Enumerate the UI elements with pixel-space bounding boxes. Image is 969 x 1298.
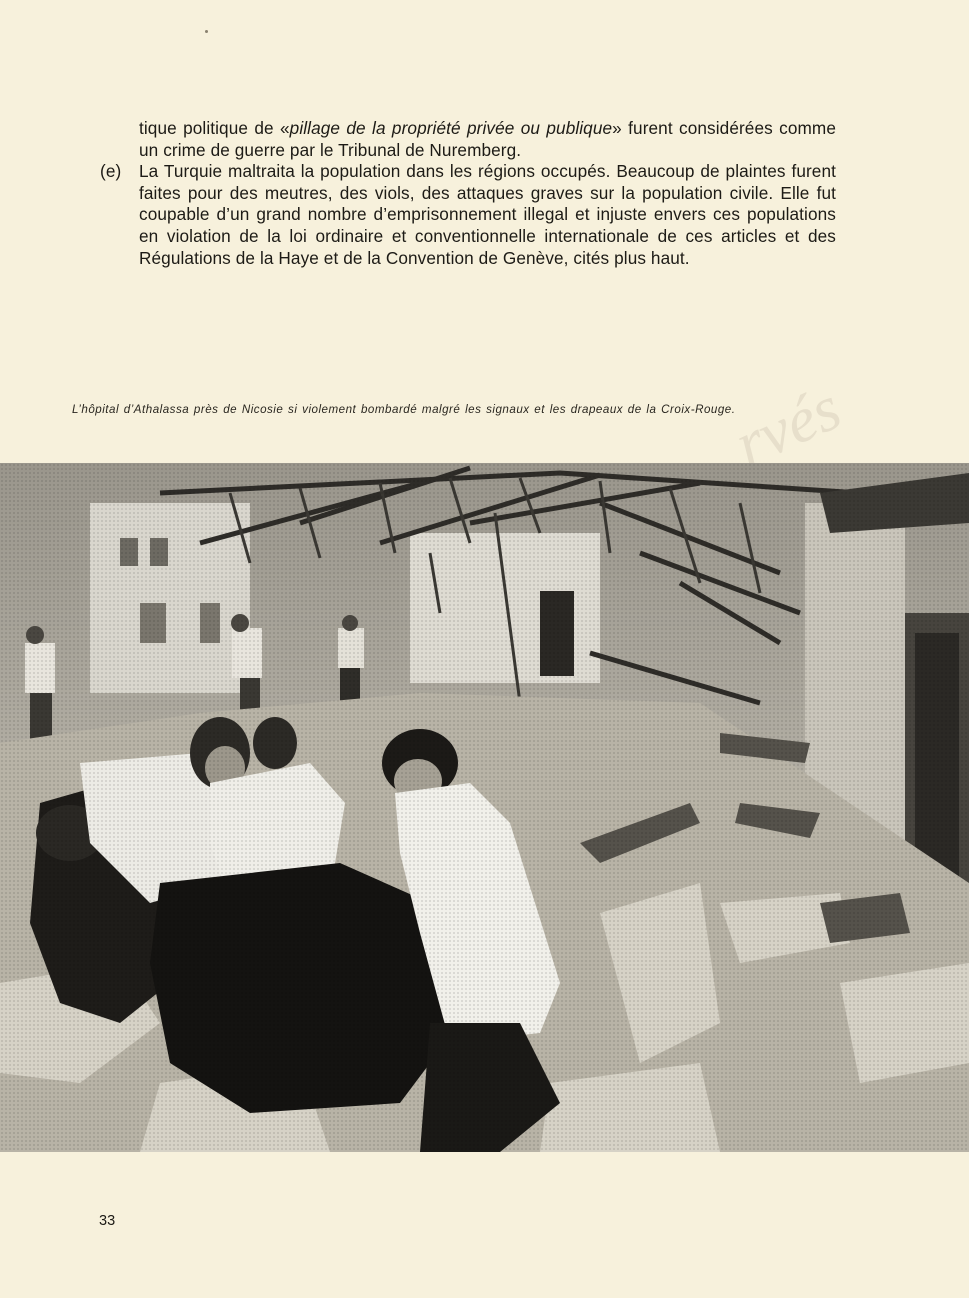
text-run-italic: pillage de la propriété privée ou publique	[289, 118, 613, 138]
photo-rendering	[0, 463, 969, 1152]
text-run: tique politique de «	[139, 118, 290, 138]
text-run: » furent considérées comme un crime de guerre par le Tribunal de Nuremberg.	[139, 118, 836, 160]
paragraph-e	[100, 161, 836, 269]
list-marker: (e)	[100, 161, 122, 182]
page-number: 33	[99, 1213, 116, 1229]
paper-speck	[205, 30, 208, 33]
watermark: rvés	[724, 371, 851, 480]
paragraph-continuation	[100, 118, 836, 161]
photo-bombed-hospital	[0, 463, 969, 1152]
photo-caption: L’hôpital d’Athalassa près de Nicosie si violement bombardé malgré les signaux et les drapeaux de la Croix-Rouge.	[72, 403, 736, 416]
body-text	[100, 118, 836, 269]
text-run: La Turquie maltraita la population dans les régions occupés. Beaucoup de plaintes furent faites pour des meutres, des viols, des attaques graves sur la population civile. Elle fut coupable d’un grand nombre d’emprisonnement illegal et injuste envers ces populations en violation de la loi ordinaire et conventionnelle internationale de ces articles et des Régulations de la Haye et de la Convention de Genève, cités plus haut.	[139, 161, 836, 268]
